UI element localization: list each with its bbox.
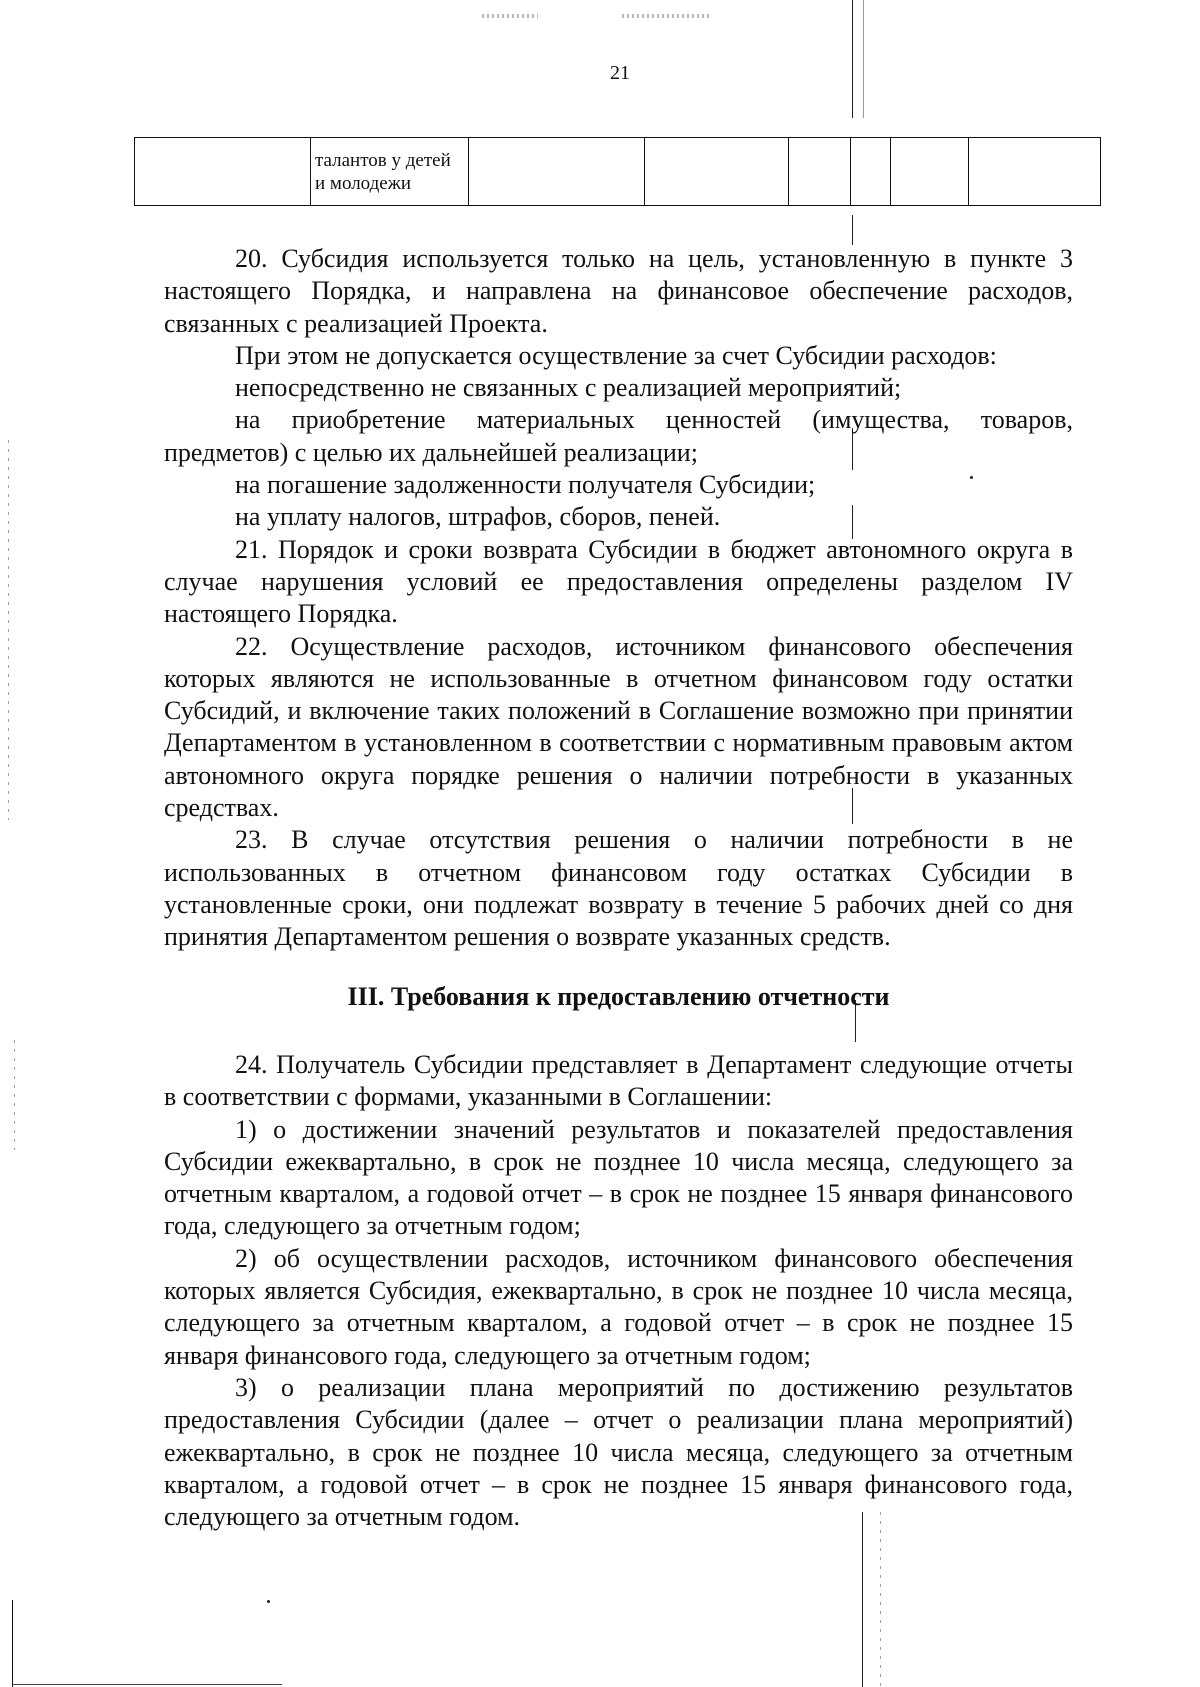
paragraph: 24. Получатель Субсидии представляет в Департамент следующие отчеты в соответствии с формами, указанными в Соглашении: <box>164 1050 1073 1112</box>
scan-frame-edge <box>12 1600 13 1687</box>
scan-edge <box>880 1512 881 1687</box>
paragraph: 23. В случае отсутствия решения о наличии потребности в не использованных в отчетном финансовом году остатках Субсидии в установленные сроки, они подлежат возврату в течение 5 рабочих дней со дня принятия Департаментом решения о возврате указанных средств. <box>164 825 1073 952</box>
table-cell: талантов у детей и молодежи <box>311 138 469 206</box>
paragraph: 21. Порядок и сроки возврата Субсидии в бюджет автономного округа в случае нарушения условий ее предоставления определены разделом IV настоящего Порядка. <box>164 534 1073 629</box>
scan-line <box>852 0 853 118</box>
scan-edge <box>8 440 9 820</box>
scan-frame-edge <box>12 1684 282 1685</box>
scan-dot <box>267 1600 270 1603</box>
scan-line <box>852 215 853 245</box>
scan-edge <box>14 1040 15 1150</box>
table-fragment <box>134 137 1101 206</box>
scan-line <box>862 1512 863 1687</box>
paragraph: на уплату налогов, штрафов, сборов, пеней. <box>235 502 721 532</box>
section-heading: III. Требования к предоставлению отчетности <box>347 982 890 1011</box>
paragraph: на погашение задолженности получателя Субсидии; <box>235 470 816 500</box>
table-cell <box>969 138 1101 206</box>
paragraph: 20. Субсидия используется только на цель, установленную в пункте 3 настоящего Порядка, и направлена на финансовое обеспечение расходов, связанных с реализацией Проекта. <box>164 244 1073 338</box>
page-number: 21 <box>610 62 630 84</box>
scan-smudge <box>622 14 712 18</box>
table-cell <box>469 138 645 206</box>
table-cell <box>645 138 789 206</box>
paragraph: непосредственно не связанных с реализацией мероприятий; <box>235 373 902 403</box>
section-body-1 <box>164 243 1073 954</box>
table-cell <box>789 138 851 206</box>
section-body-2 <box>164 1049 1073 1533</box>
table-cell <box>135 138 311 206</box>
paragraph: При этом не допускается осуществление за счет Субсидии расходов: <box>235 340 997 370</box>
table-cell <box>891 138 969 206</box>
scan-line <box>863 0 864 118</box>
paragraph: 1) о достижении значений результатов и показателей предоставления Субсидии ежеквартально, в срок не позднее 10 числа месяца, следующего за отчетным кварталом, а годовой отчет – в срок не позднее 15 января финансового года, следующего за отчетным годом; <box>164 1114 1073 1241</box>
table-row <box>135 138 1101 206</box>
scan-smudge <box>482 14 538 18</box>
paragraph: 22. Осуществление расходов, источником финансового обеспечения которых являются не использованные в отчетном финансовом году остатки Субсидий, и включение таких положений в Соглашение возможно при принятии Департаментом в установленном в соответствии с нормативным правовым актом автономного округа порядке решения о наличии потребности в указанных средствах. <box>164 631 1073 823</box>
paragraph: 2) об осуществлении расходов, источником финансового обеспечения которых является Субсидия, ежеквартально, в срок не позднее 10 числа месяца, следующего за отчетным кварталом, а годовой отчет – в срок не позднее 15 января финансового года, следующего за отчетным годом; <box>164 1243 1073 1370</box>
table-cell <box>851 138 891 206</box>
paragraph: 3) о реализации плана мероприятий по достижению результатов предоставления Субсидии (далее – отчет о реализации плана мероприятий) ежеквартально, в срок не позднее 10 числа месяца, следующего за отчетным кварталом, а годовой отчет – в срок не позднее 15 января финансового года, следующего за отчетным годом. <box>164 1372 1073 1532</box>
paragraph: на приобретение материальных ценностей (имущества, товаров, предметов) с целью их дальнейшей реализации; <box>164 405 1073 467</box>
